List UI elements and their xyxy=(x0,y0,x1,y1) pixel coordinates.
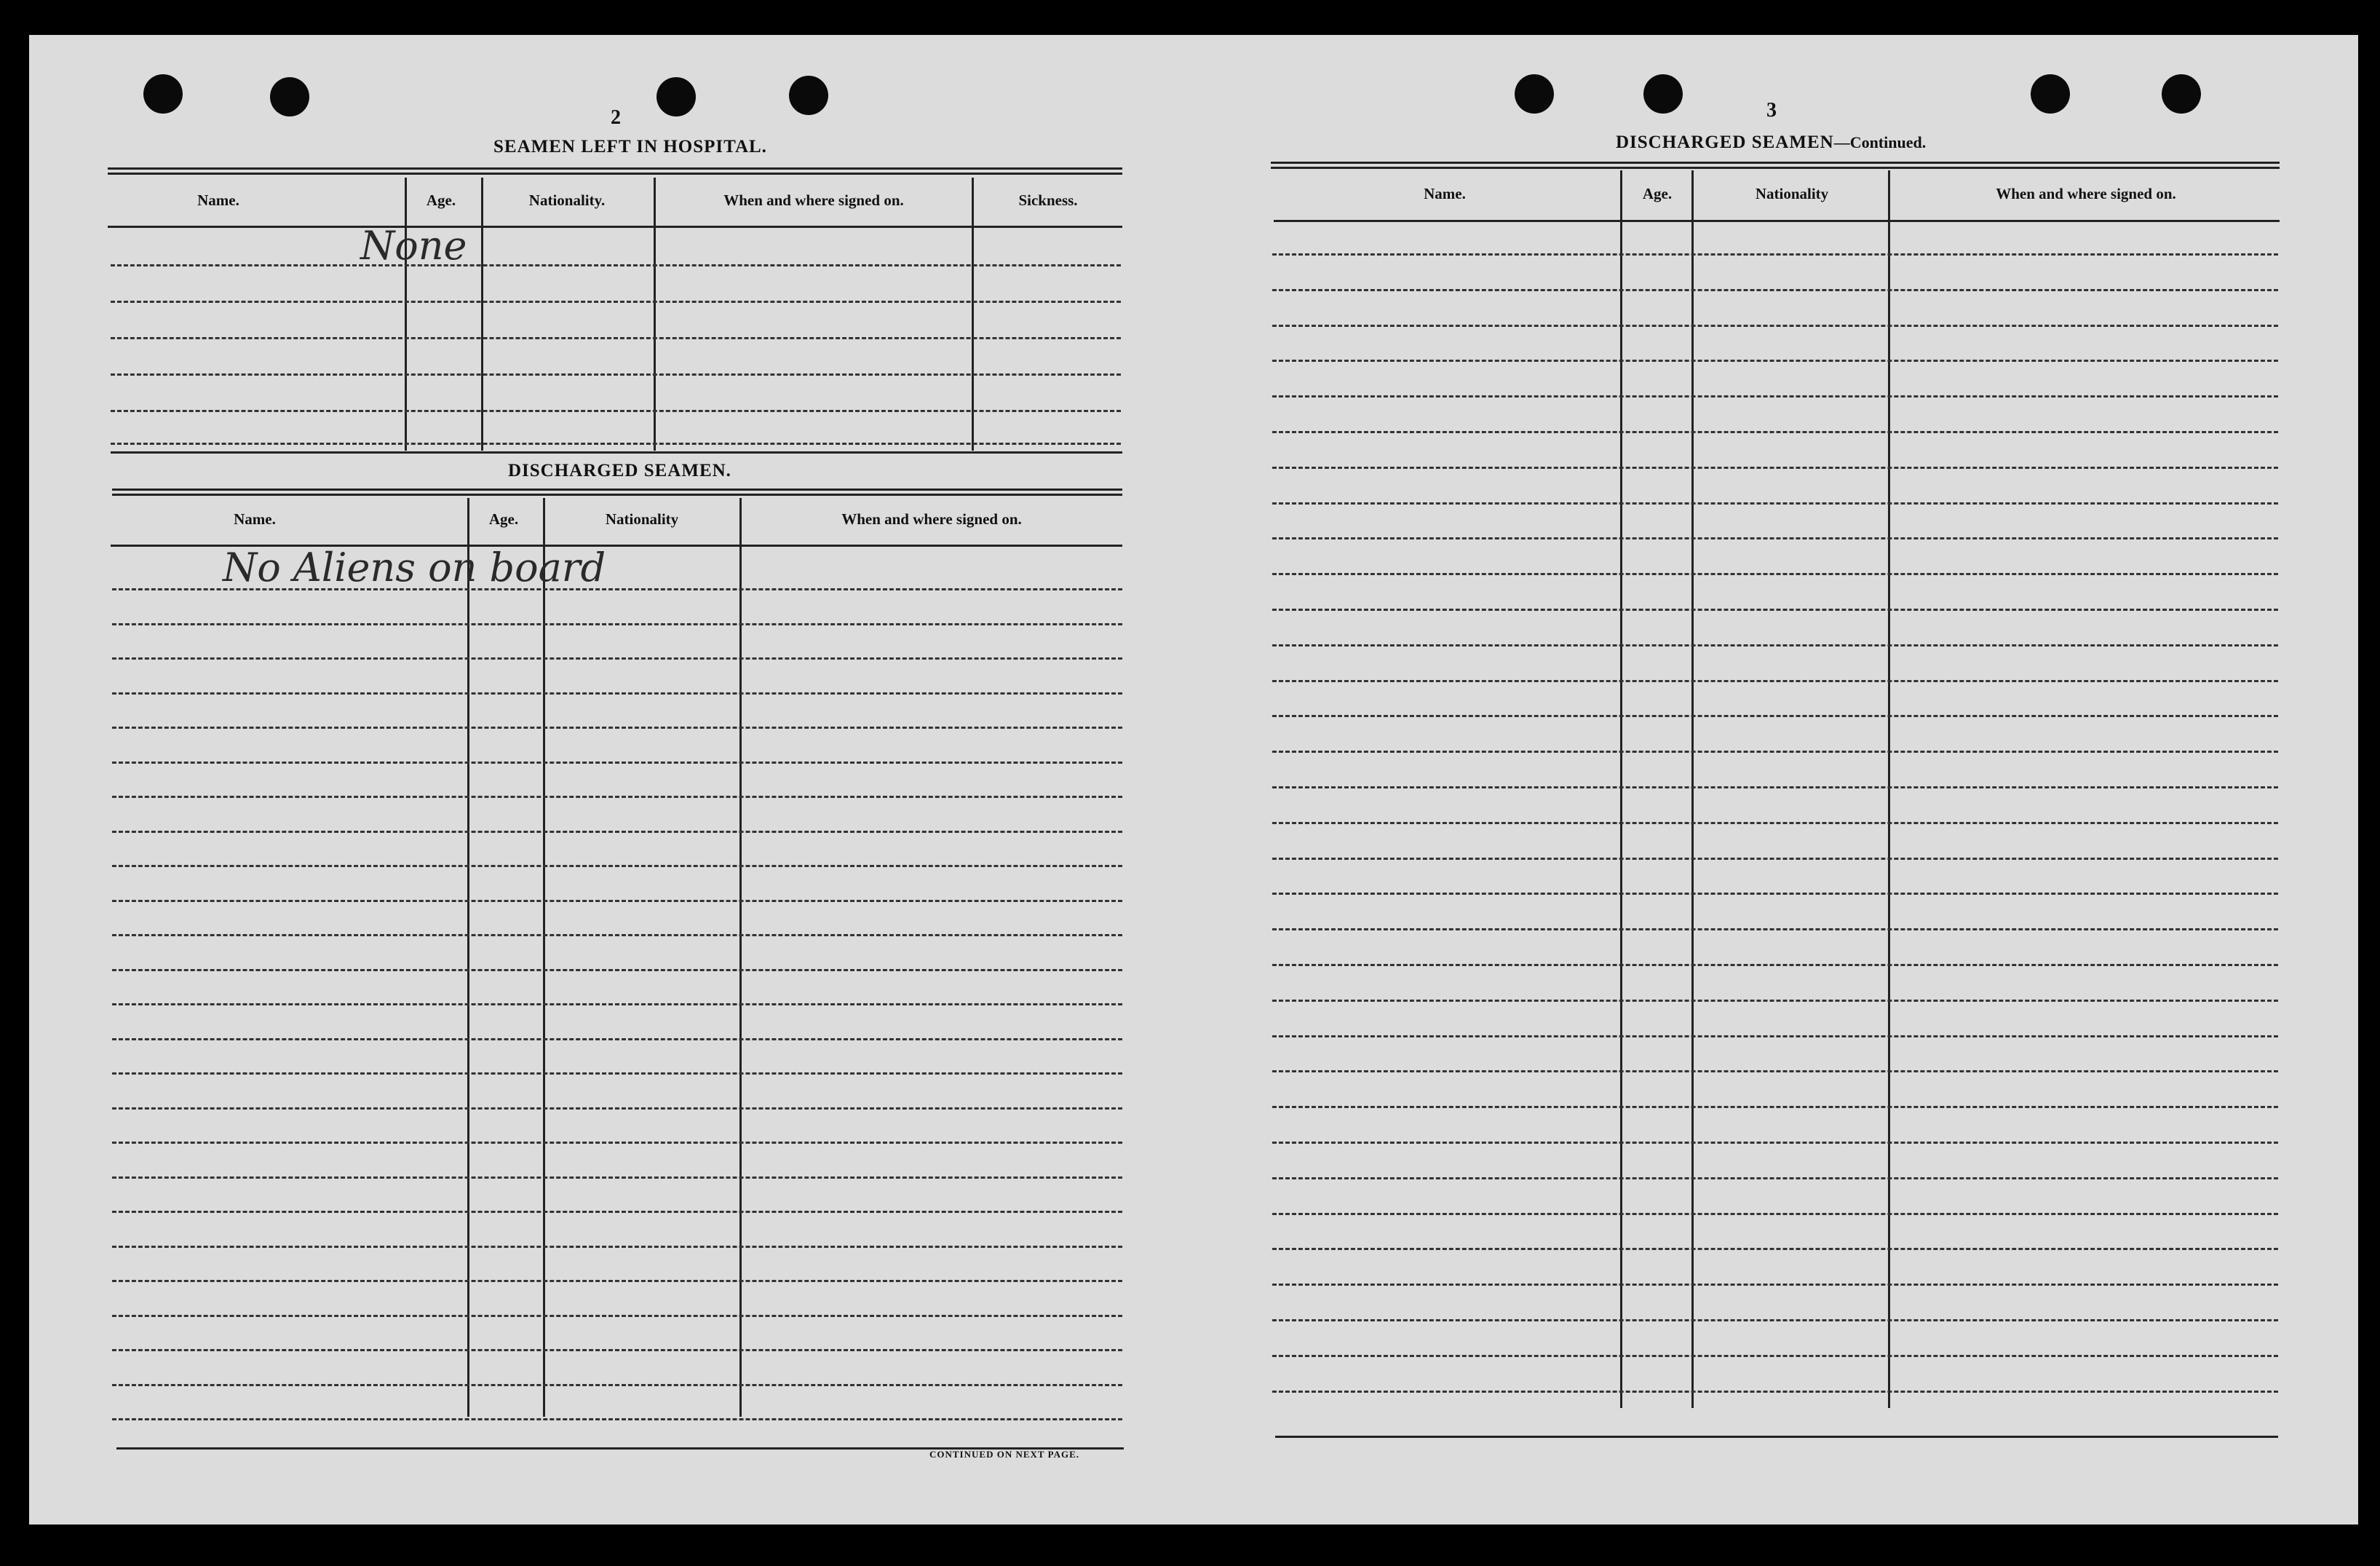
section-rule xyxy=(111,451,1122,454)
handwritten-entry: No Aliens on board xyxy=(223,545,606,590)
entry-line xyxy=(112,1211,1122,1213)
entry-line xyxy=(112,831,1122,833)
discharged-title: DISCHARGED SEAMEN. xyxy=(508,461,731,481)
entry-line xyxy=(112,1107,1122,1110)
entry-line xyxy=(1272,431,2278,433)
entry-line xyxy=(111,301,1121,303)
entry-line xyxy=(112,1418,1122,1420)
entry-line xyxy=(1272,1248,2278,1250)
col-header-name: Name. xyxy=(1424,185,1466,202)
entry-line xyxy=(1272,1391,2278,1393)
entry-line xyxy=(112,865,1122,867)
header-rule xyxy=(1274,220,2280,222)
entry-line xyxy=(112,1038,1122,1040)
entry-line xyxy=(1272,467,2278,469)
entry-line xyxy=(1272,1319,2278,1321)
column-divider xyxy=(1888,170,1890,1408)
page-number: 3 xyxy=(1766,99,1777,122)
entry-line xyxy=(1272,395,2278,398)
punch-hole xyxy=(657,77,696,116)
col-header-sickness: Sickness. xyxy=(1018,191,1078,209)
entry-line xyxy=(1272,715,2278,717)
col-header-nationality: Nationality xyxy=(1755,185,1829,202)
punch-hole xyxy=(1643,74,1683,114)
col-header-name: Name. xyxy=(197,191,239,209)
entry-line xyxy=(112,727,1122,729)
header-rule xyxy=(108,226,1122,228)
entry-line xyxy=(111,443,1121,445)
entry-line xyxy=(1272,964,2278,966)
punch-hole xyxy=(270,77,309,116)
entry-line xyxy=(1272,360,2278,362)
entry-line xyxy=(1272,1000,2278,1002)
hospital-title: SEAMEN LEFT IN HOSPITAL. xyxy=(493,137,767,157)
punch-hole xyxy=(789,76,828,115)
table-bottom-rule xyxy=(1275,1436,2278,1438)
entry-line xyxy=(1272,1177,2278,1179)
hospital-top-rule xyxy=(108,167,1122,175)
table-top-rule xyxy=(1271,162,2280,169)
entry-line xyxy=(112,1246,1122,1248)
entry-line xyxy=(1272,822,2278,824)
entry-line xyxy=(1272,1355,2278,1357)
ledger-sheet xyxy=(29,35,2358,1525)
entry-line xyxy=(112,1072,1122,1075)
entry-line xyxy=(111,410,1121,412)
col-header-nationality: Nationality xyxy=(605,510,679,528)
punch-hole xyxy=(1515,74,1554,114)
entry-line xyxy=(111,337,1121,339)
entry-line xyxy=(112,657,1122,660)
punch-hole xyxy=(2162,74,2201,114)
entry-line xyxy=(112,1177,1122,1179)
entry-line xyxy=(1272,253,2278,256)
entry-line xyxy=(1272,1142,2278,1144)
column-divider xyxy=(1691,170,1694,1408)
entry-line xyxy=(112,1315,1122,1317)
col-header-signed-on: When and where signed on. xyxy=(723,191,904,209)
col-header-signed-on: When and where signed on. xyxy=(841,510,1022,528)
entry-line xyxy=(1272,680,2278,682)
entry-line xyxy=(112,969,1122,971)
entry-line xyxy=(1272,1070,2278,1072)
entry-line xyxy=(1272,1284,2278,1286)
column-divider xyxy=(543,498,545,1417)
title-suffix: —Continued. xyxy=(1833,133,1927,151)
col-header-name: Name. xyxy=(234,510,276,528)
entry-line xyxy=(1272,325,2278,327)
entry-line xyxy=(112,1280,1122,1282)
entry-line xyxy=(111,264,1121,266)
entry-line xyxy=(112,796,1122,798)
entry-line xyxy=(112,1349,1122,1351)
entry-line xyxy=(1272,537,2278,539)
page-number: 2 xyxy=(611,106,621,129)
entry-line xyxy=(1272,644,2278,646)
entry-line xyxy=(112,623,1122,625)
entry-line xyxy=(1272,893,2278,895)
discharged-top-rule xyxy=(112,489,1122,496)
column-divider xyxy=(739,498,742,1417)
col-header-signed-on: When and where signed on. xyxy=(1996,185,2176,202)
col-header-age: Age. xyxy=(488,510,519,528)
entry-line xyxy=(1272,928,2278,930)
entry-line xyxy=(1272,289,2278,291)
column-divider xyxy=(467,498,469,1417)
handwritten-entry: None xyxy=(360,223,467,269)
entry-line xyxy=(112,1384,1122,1386)
entry-line xyxy=(1272,502,2278,505)
punch-hole xyxy=(2031,74,2070,114)
entry-line xyxy=(112,762,1122,764)
col-header-age: Age. xyxy=(426,191,456,209)
entry-line xyxy=(1272,1213,2278,1215)
entry-line xyxy=(112,900,1122,902)
entry-line xyxy=(1272,1035,2278,1037)
entry-line xyxy=(1272,751,2278,753)
entry-line xyxy=(111,373,1121,376)
entry-line xyxy=(1272,609,2278,611)
entry-line xyxy=(112,1142,1122,1144)
entry-line xyxy=(1272,1106,2278,1108)
entry-line xyxy=(1272,786,2278,788)
col-header-nationality: Nationality. xyxy=(528,191,606,209)
entry-line xyxy=(1272,573,2278,575)
discharged-continued-title xyxy=(1616,133,1926,153)
column-divider xyxy=(1620,170,1622,1408)
col-header-age: Age. xyxy=(1642,185,1673,202)
continued-note: CONTINUED ON NEXT PAGE. xyxy=(929,1449,1079,1460)
title-text: DISCHARGED SEAMEN xyxy=(1616,133,1834,152)
entry-line xyxy=(112,934,1122,936)
entry-line xyxy=(112,692,1122,695)
punch-hole xyxy=(143,74,183,114)
entry-line xyxy=(112,1003,1122,1005)
entry-line xyxy=(1272,858,2278,860)
